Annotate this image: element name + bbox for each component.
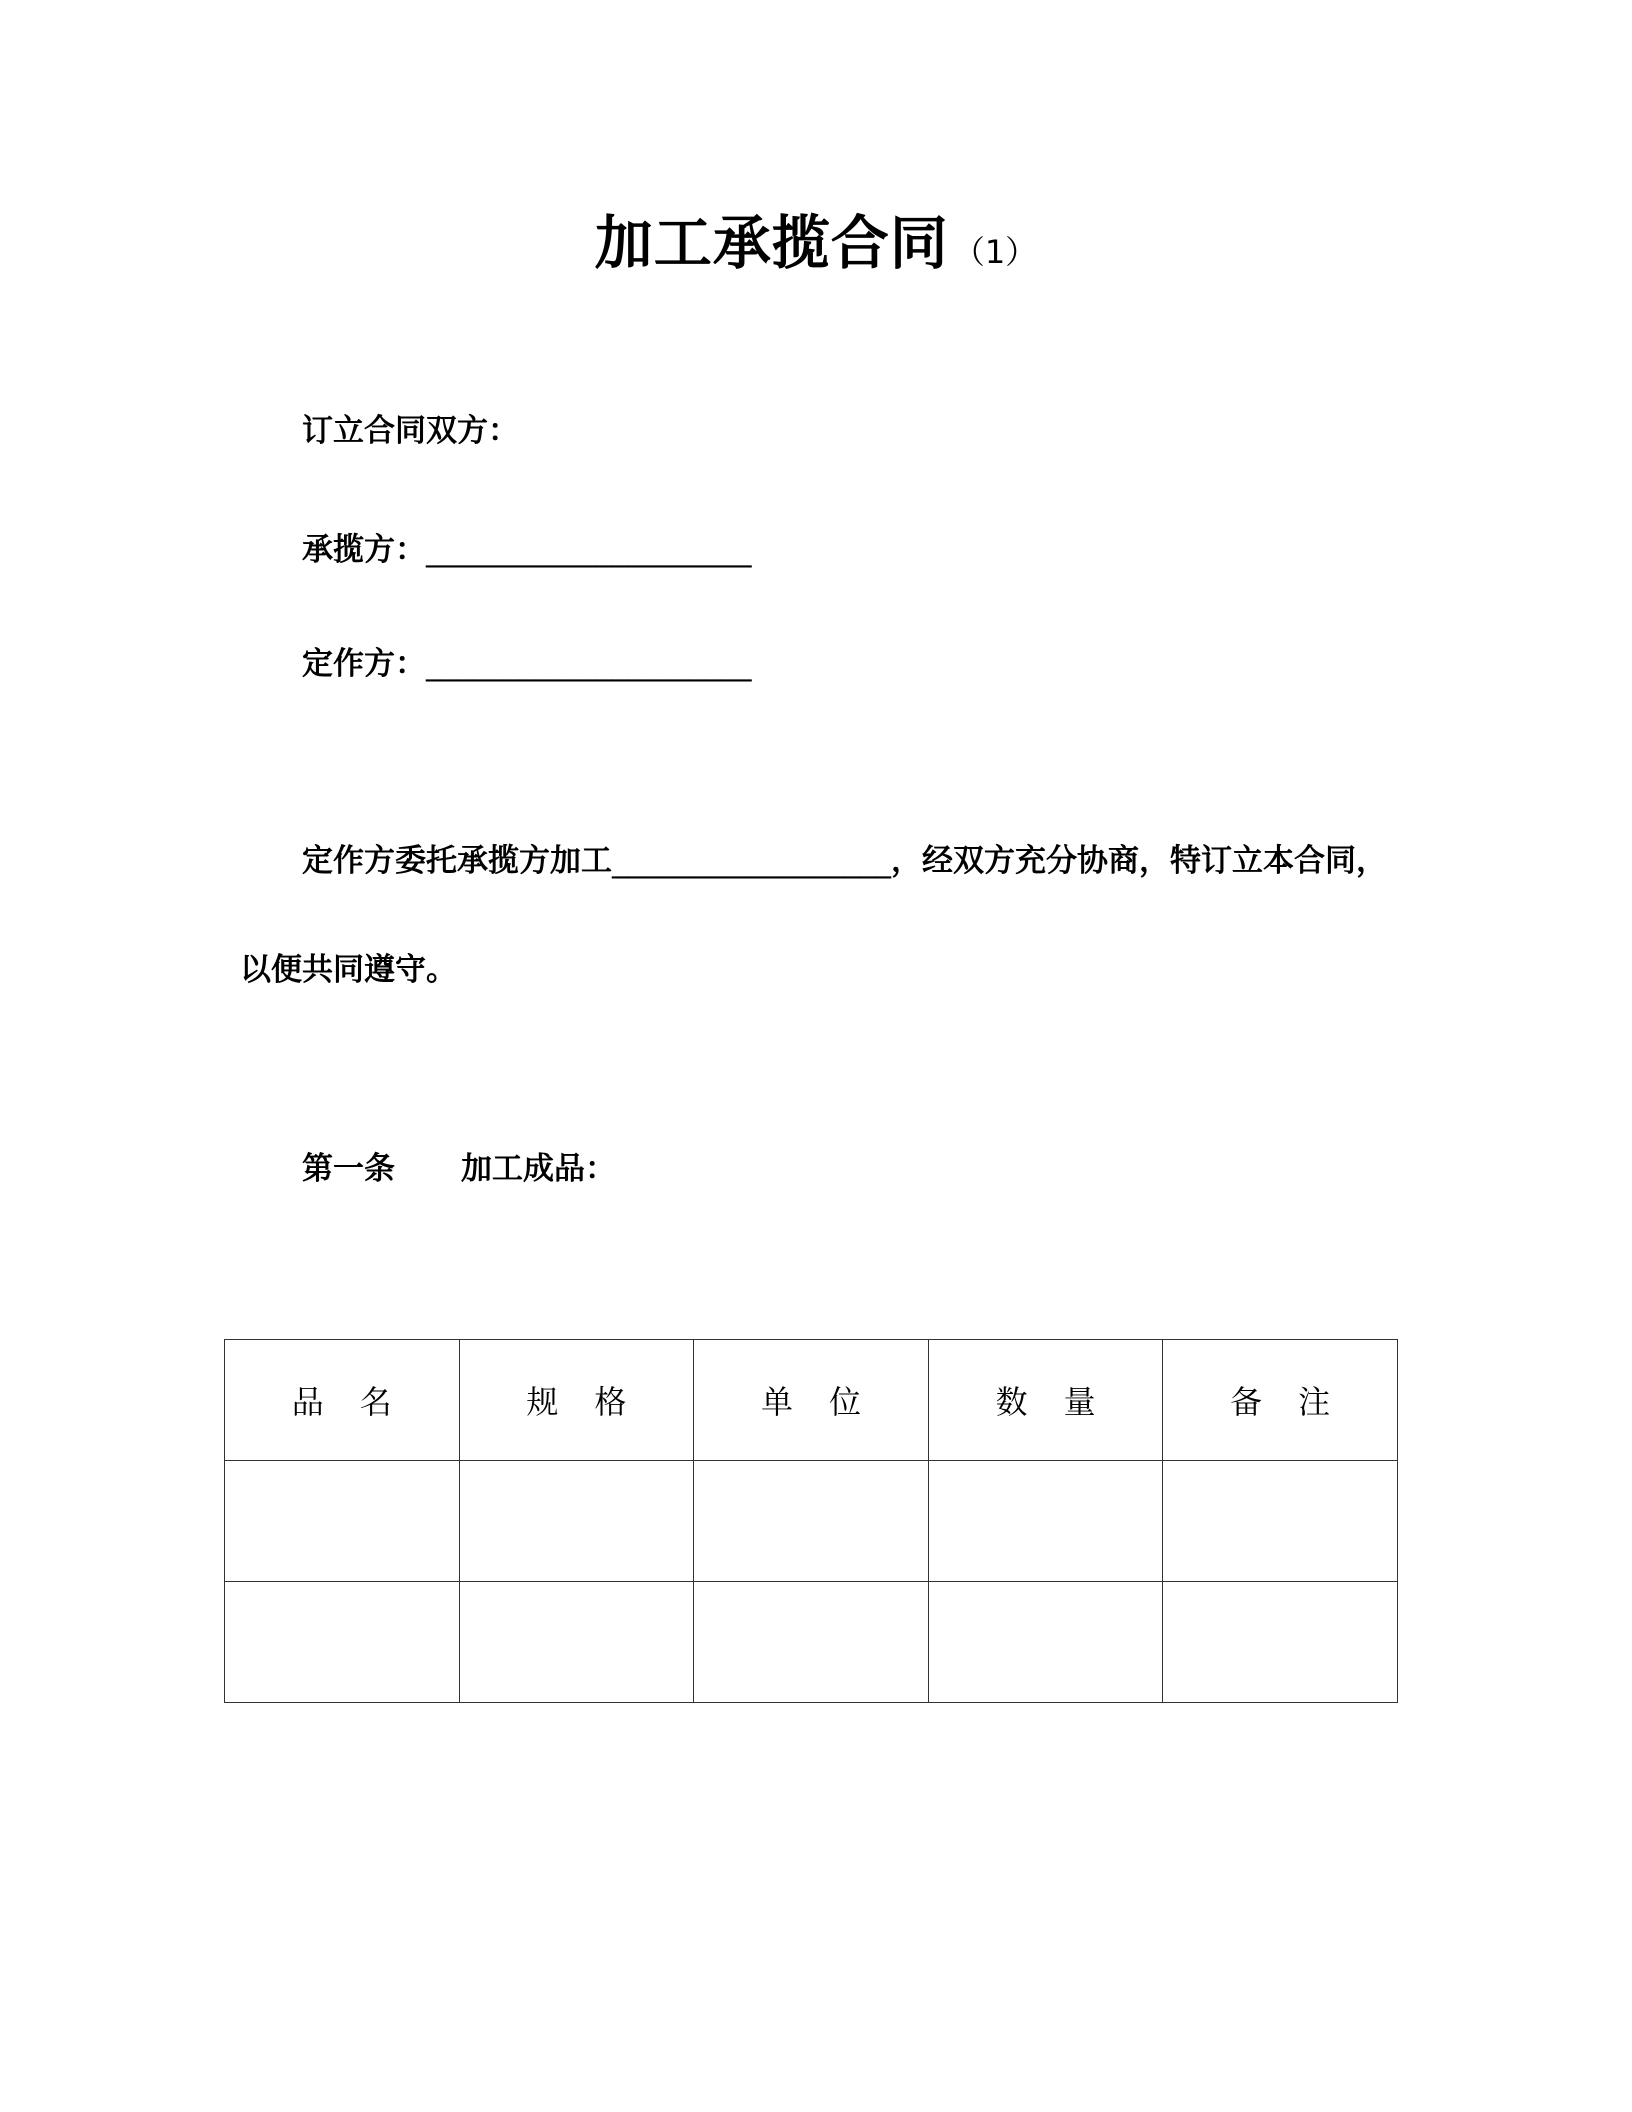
article-1-heading: 加工成品： [461,1151,616,1187]
preamble-continuation: 以便共同遵守。 [240,952,457,988]
title-suffix: （1） [952,233,1038,271]
article-1-line [302,1143,616,1188]
document-title [0,196,1632,280]
header-cell-unit: 单位 [694,1340,929,1461]
table-row [225,1582,1398,1703]
table-cell[interactable] [928,1582,1163,1703]
orderer-blank[interactable]: _____________________ [426,646,752,682]
orderer-label: 定作方： [302,646,426,682]
contractor-line [302,524,752,569]
header-cell-name: 品名 [225,1340,460,1461]
table-cell[interactable] [1163,1461,1398,1582]
header-cell-quantity: 数量 [928,1340,1163,1461]
table-cell[interactable] [459,1461,694,1582]
table-cell[interactable] [1163,1582,1398,1703]
preamble-text-before: 定作方委托承揽方加工 [302,843,612,879]
table-cell[interactable] [459,1582,694,1703]
preamble-blank[interactable]: __________________ [612,843,891,879]
table-cell[interactable] [225,1461,460,1582]
title-main: 加工承揽合同 [594,209,949,277]
table-cell[interactable] [694,1582,929,1703]
table-cell[interactable] [928,1461,1163,1582]
table-row [225,1461,1398,1582]
table-cell[interactable] [225,1582,460,1703]
orderer-line [302,638,752,683]
parties-heading: 订立合同双方： [302,413,519,449]
header-cell-spec: 规格 [459,1340,694,1461]
article-1-number: 第一条 [302,1151,395,1187]
contractor-blank[interactable]: _____________________ [426,532,752,568]
table-cell[interactable] [694,1461,929,1582]
preamble-line [302,835,1387,880]
contractor-label: 承揽方： [302,532,426,568]
goods-table [224,1339,1398,1703]
goods-table-header-row [225,1340,1398,1461]
header-cell-remarks: 备注 [1163,1340,1398,1461]
preamble-text-after: ，经双方充分协商，特订立本合同， [891,843,1387,879]
